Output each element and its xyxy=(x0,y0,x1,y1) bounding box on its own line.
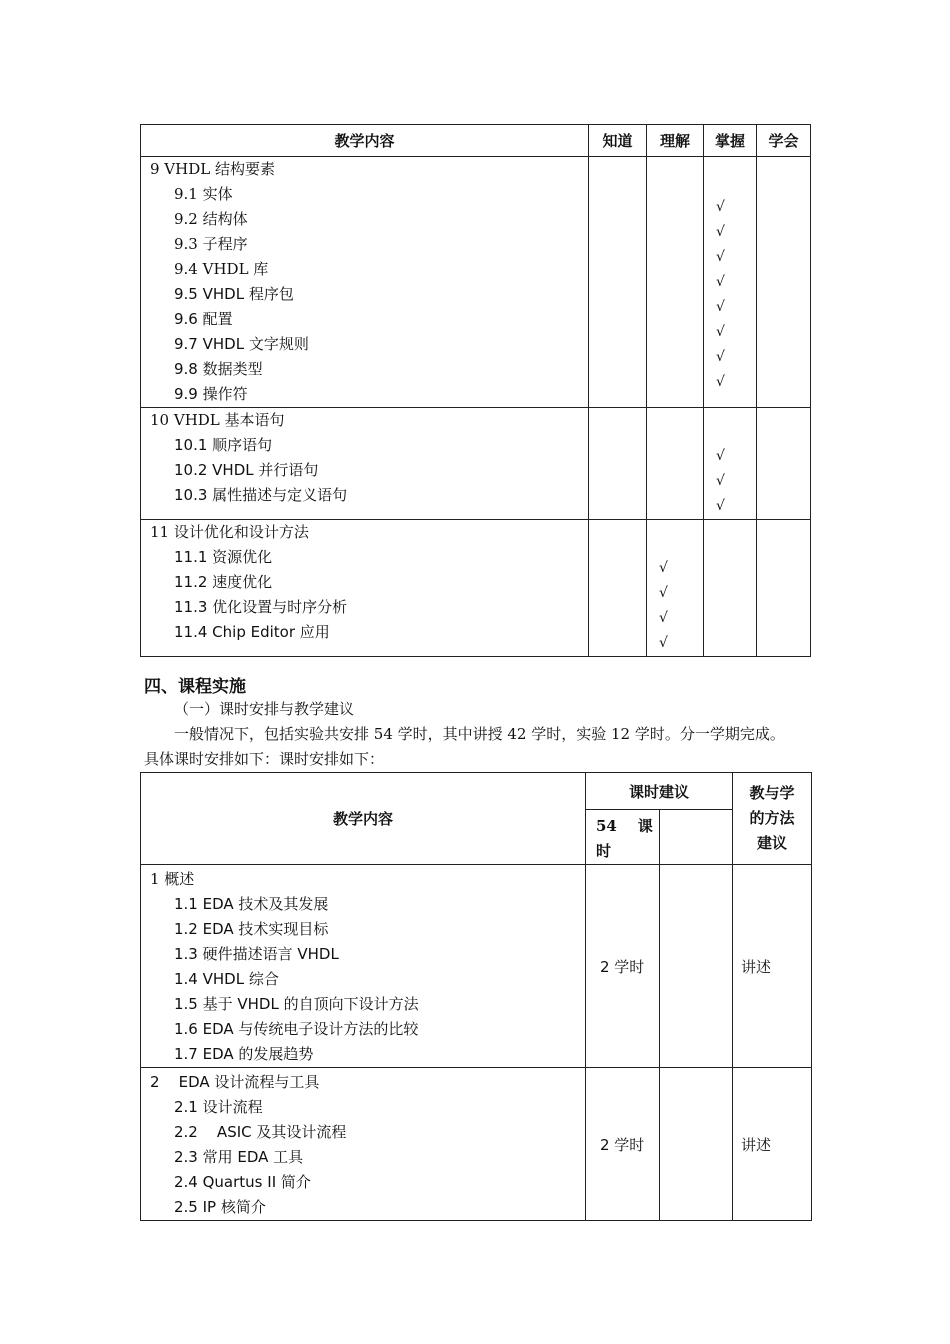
check-mark: √ xyxy=(716,224,725,240)
header-54-hours xyxy=(586,810,660,865)
check-mark: √ xyxy=(716,274,725,290)
header-content: 教学内容 xyxy=(141,773,586,865)
header-understand: 理解 xyxy=(647,125,704,157)
list-item: 1.1 EDA 技术及其发展 xyxy=(174,895,329,913)
list-item: 1.4 VHDL 综合 xyxy=(174,970,279,988)
list-item: 9.8 数据类型 xyxy=(174,360,263,378)
check-mark: √ xyxy=(659,635,668,651)
list-item: 10.1 顺序语句 xyxy=(174,436,273,454)
list-item: 9.6 配置 xyxy=(174,310,233,328)
header-method: 教与学的方法建议 xyxy=(733,773,812,865)
check-mark: √ xyxy=(716,299,725,315)
group-1-method: 讲述 xyxy=(733,865,812,1068)
group-title: 1 概述 xyxy=(150,870,195,888)
group-title: 11 设计优化和设计方法 xyxy=(150,523,309,541)
list-item: 9.4 VHDL 库 xyxy=(174,260,269,278)
list-item: 9.3 子程序 xyxy=(174,235,248,253)
list-item: 11.1 资源优化 xyxy=(174,548,273,566)
header-54-line1: 54 课 xyxy=(596,817,653,835)
group-9-content xyxy=(141,157,589,408)
header-blank xyxy=(660,810,733,865)
check-mark: √ xyxy=(716,473,725,489)
group-11-master xyxy=(704,520,757,657)
list-item: 11.2 速度优化 xyxy=(174,573,273,591)
group-2-method: 讲述 xyxy=(733,1068,812,1221)
hours-table xyxy=(140,772,812,1221)
section-title: 四、课程实施 xyxy=(144,677,246,697)
group-2-hours: 2 学时 xyxy=(586,1068,660,1221)
list-item: 11.4 Chip Editor 应用 xyxy=(174,623,330,641)
list-item: 1.2 EDA 技术实现目标 xyxy=(174,920,329,938)
group-11-know xyxy=(589,520,647,657)
group-9-learn xyxy=(757,157,811,408)
list-item: 2.3 常用 EDA 工具 xyxy=(174,1148,304,1166)
mastery-table xyxy=(140,124,811,657)
list-item: 2.2 ASIC 及其设计流程 xyxy=(174,1123,347,1141)
check-mark: √ xyxy=(659,585,668,601)
group-1-content xyxy=(141,865,586,1068)
list-item: 10.3 属性描述与定义语句 xyxy=(174,486,348,504)
list-item: 10.2 VHDL 并行语句 xyxy=(174,461,319,479)
check-mark: √ xyxy=(716,374,725,390)
check-mark: √ xyxy=(716,199,725,215)
check-mark: √ xyxy=(659,610,668,626)
list-item: 1.3 硬件描述语言 VHDL xyxy=(174,945,339,963)
list-item: 2.4 Quartus II 简介 xyxy=(174,1173,311,1191)
group-10-learn xyxy=(757,408,811,520)
header-hours: 课时建议 xyxy=(586,773,733,810)
list-item: 9.9 操作符 xyxy=(174,385,248,403)
group-10-know xyxy=(589,408,647,520)
check-mark: √ xyxy=(716,349,725,365)
list-item: 2.1 设计流程 xyxy=(174,1098,263,1116)
list-item: 11.3 优化设置与时序分析 xyxy=(174,598,348,616)
paragraph: 具体课时安排如下：课时安排如下： xyxy=(144,750,385,768)
list-item: 1.7 EDA 的发展趋势 xyxy=(174,1045,314,1063)
section-subtitle: （一）课时安排与教学建议 xyxy=(174,700,355,718)
list-item: 1.5 基于 VHDL 的自顶向下设计方法 xyxy=(174,995,419,1013)
group-2-blank xyxy=(660,1068,733,1221)
check-mark: √ xyxy=(716,249,725,265)
group-9-know xyxy=(589,157,647,408)
header-know: 知道 xyxy=(589,125,647,157)
group-title: 2 EDA 设计流程与工具 xyxy=(150,1073,320,1091)
group-2-content xyxy=(141,1068,586,1221)
check-mark: √ xyxy=(659,560,668,576)
group-9-understand xyxy=(647,157,704,408)
list-item: 9.1 实体 xyxy=(174,185,233,203)
group-11-understand xyxy=(647,520,704,657)
check-mark: √ xyxy=(716,448,725,464)
list-item: 2.5 IP 核简介 xyxy=(174,1198,266,1216)
check-mark: √ xyxy=(716,324,725,340)
header-content: 教学内容 xyxy=(141,125,589,157)
group-title: 10 VHDL 基本语句 xyxy=(150,411,285,429)
group-11-content xyxy=(141,520,589,657)
list-item: 1.6 EDA 与传统电子设计方法的比较 xyxy=(174,1020,419,1038)
group-title: 9 VHDL 结构要素 xyxy=(150,160,275,178)
group-9-master xyxy=(704,157,757,408)
group-10-understand xyxy=(647,408,704,520)
list-item: 9.7 VHDL 文字规则 xyxy=(174,335,309,353)
group-11-learn xyxy=(757,520,811,657)
header-learn: 学会 xyxy=(757,125,811,157)
group-1-blank xyxy=(660,865,733,1068)
paragraph: 一般情况下，包括实验共安排 54 学时，其中讲授 42 学时，实验 12 学时。分一学期完成。 xyxy=(174,725,785,743)
group-1-hours: 2 学时 xyxy=(586,865,660,1068)
group-10-content xyxy=(141,408,589,520)
group-10-master xyxy=(704,408,757,520)
header-54-line2: 时 xyxy=(596,842,612,860)
list-item: 9.2 结构体 xyxy=(174,210,248,228)
list-item: 9.5 VHDL 程序包 xyxy=(174,285,294,303)
check-mark: √ xyxy=(716,498,725,514)
header-master: 掌握 xyxy=(704,125,757,157)
